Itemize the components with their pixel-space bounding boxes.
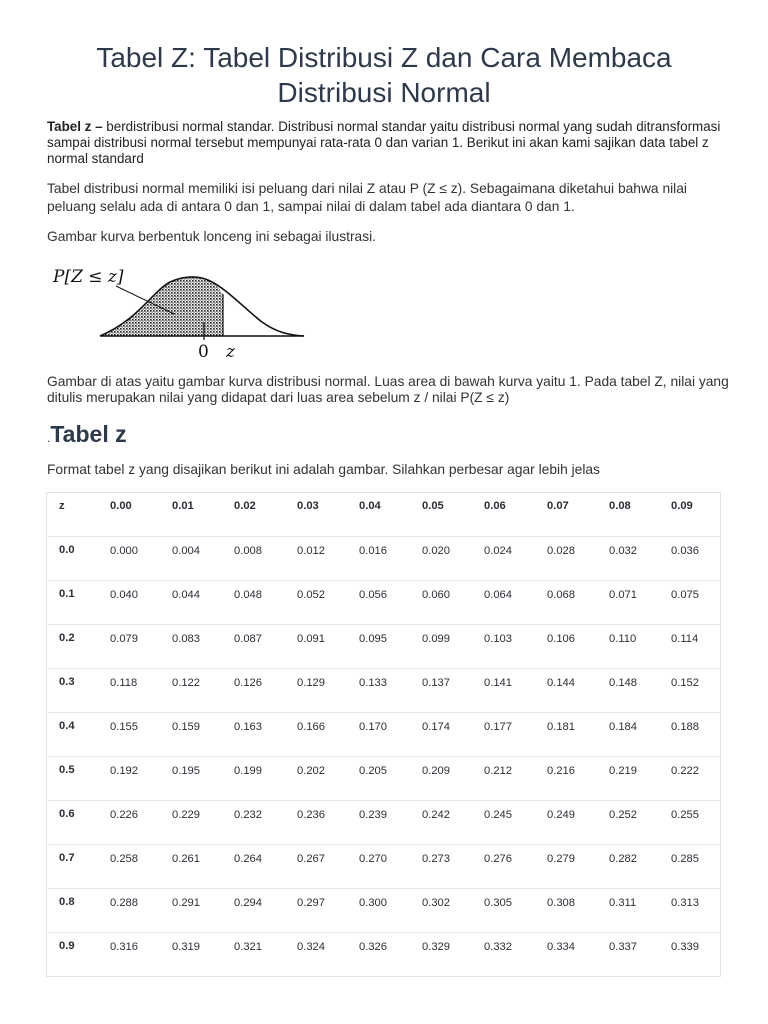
table-cell: 0.016 (359, 545, 387, 557)
intro-paragraph (47, 119, 737, 167)
zero-label: 0 (198, 342, 209, 362)
table-cell: 0.170 (359, 721, 387, 733)
table-cell: 0.083 (172, 633, 200, 645)
table-cell: 0.091 (297, 633, 325, 645)
table-row (47, 757, 720, 801)
z-table (46, 492, 721, 977)
z-row-label: 0.6 (59, 808, 75, 820)
table-cell: 0.141 (484, 677, 512, 689)
table-cell: 0.071 (609, 589, 637, 601)
table-cell: 0.258 (110, 853, 138, 865)
table-cell: 0.279 (547, 853, 575, 865)
table-cell: 0.291 (172, 897, 200, 909)
table-cell: 0.068 (547, 589, 575, 601)
table-cell: 0.308 (547, 897, 575, 909)
table-cell: 0.163 (234, 721, 262, 733)
table-row (47, 801, 720, 845)
table-cell: 0.004 (172, 545, 200, 557)
probability-paragraph: Tabel distribusi normal memiliki isi peluang dari nilai Z atau P (Z ≤ z). Sebagaimana diketahui bahwa nilai peluang selalu ada di antara 0 dan 1, sampai nilai di dalam tabel ada diantara 0 dan 1. (47, 181, 687, 214)
table-cell: 0.282 (609, 853, 637, 865)
table-cell: 0.192 (110, 765, 138, 777)
table-cell: 0.028 (547, 545, 575, 557)
table-cell: 0.060 (422, 589, 450, 601)
table-cell: 0.332 (484, 941, 512, 953)
table-cell: 0.129 (297, 677, 325, 689)
table-cell: 0.264 (234, 853, 262, 865)
table-header-cell: 0.06 (484, 500, 506, 512)
table-cell: 0.118 (110, 677, 138, 689)
table-cell: 0.188 (671, 721, 699, 733)
z-row-label: 0.3 (59, 676, 75, 688)
table-cell: 0.329 (422, 941, 450, 953)
table-cell: 0.133 (359, 677, 387, 689)
intro-bold-term: Tabel z – (47, 119, 103, 134)
heading-text: Tabel z (50, 421, 127, 447)
table-header-cell: 0.08 (609, 500, 631, 512)
table-header-cell: 0.07 (547, 500, 569, 512)
table-cell: 0.302 (422, 897, 450, 909)
table-cell: 0.103 (484, 633, 512, 645)
table-cell: 0.056 (359, 589, 387, 601)
table-cell: 0.144 (547, 677, 575, 689)
heading-dot: . (47, 431, 51, 445)
z-row-label: 0.9 (59, 940, 75, 952)
section-heading (47, 421, 127, 448)
table-row (47, 581, 720, 625)
table-cell: 0.177 (484, 721, 512, 733)
table-header-cell: 0.03 (297, 500, 319, 512)
table-cell: 0.126 (234, 677, 262, 689)
table-row (47, 537, 720, 581)
table-cell: 0.242 (422, 809, 450, 821)
table-row (47, 625, 720, 669)
table-cell: 0.285 (671, 853, 699, 865)
table-cell: 0.166 (297, 721, 325, 733)
table-cell: 0.324 (297, 941, 325, 953)
table-cell: 0.184 (609, 721, 637, 733)
table-header-cell: 0.04 (359, 500, 381, 512)
table-cell: 0.020 (422, 545, 450, 557)
table-cell: 0.095 (359, 633, 387, 645)
table-cell: 0.106 (547, 633, 575, 645)
table-cell: 0.222 (671, 765, 699, 777)
table-cell: 0.226 (110, 809, 138, 821)
table-row (47, 713, 720, 757)
table-row (47, 889, 720, 933)
z-row-label: 0.1 (59, 588, 75, 600)
table-cell: 0.267 (297, 853, 325, 865)
table-cell: 0.276 (484, 853, 512, 865)
curve-explanation: Gambar di atas yaitu gambar kurva distribusi normal. Luas area di bawah kurva yaitu 1. Pada tabel Z, nilai yang ditulis merupakan nilai yang didapat dari luas area sebelum z / nilai P(Z ≤ z) (47, 374, 729, 405)
table-cell: 0.174 (422, 721, 450, 733)
table-cell: 0.334 (547, 941, 575, 953)
table-cell: 0.079 (110, 633, 138, 645)
table-cell: 0.159 (172, 721, 200, 733)
table-cell: 0.294 (234, 897, 262, 909)
table-cell: 0.255 (671, 809, 699, 821)
table-cell: 0.229 (172, 809, 200, 821)
table-cell: 0.313 (671, 897, 699, 909)
table-cell: 0.236 (297, 809, 325, 821)
table-cell: 0.261 (172, 853, 200, 865)
table-cell: 0.219 (609, 765, 637, 777)
table-cell: 0.032 (609, 545, 637, 557)
bell-curve-figure (48, 262, 310, 362)
table-cell: 0.048 (234, 589, 262, 601)
table-row (47, 669, 720, 713)
table-cell: 0.305 (484, 897, 512, 909)
table-cell: 0.012 (297, 545, 325, 557)
table-cell: 0.000 (110, 545, 138, 557)
table-cell: 0.216 (547, 765, 575, 777)
table-cell: 0.064 (484, 589, 512, 601)
table-cell: 0.337 (609, 941, 637, 953)
table-note: Format tabel z yang disajikan berikut ini adalah gambar. Silahkan perbesar agar lebih jelas (47, 462, 600, 477)
table-cell: 0.245 (484, 809, 512, 821)
table-header-cell: 0.02 (234, 500, 256, 512)
table-cell: 0.114 (671, 633, 699, 645)
table-header-cell: z (59, 500, 65, 512)
table-cell: 0.319 (172, 941, 200, 953)
illustration-caption: Gambar kurva berbentuk lonceng ini sebagai ilustrasi. (47, 229, 377, 244)
table-cell: 0.252 (609, 809, 637, 821)
table-cell: 0.099 (422, 633, 450, 645)
table-header-cell: 0.01 (172, 500, 194, 512)
intro-text: berdistribusi normal standar. Distribusi normal standar yaitu distribusi normal yang sudah ditransformasi sampai distribusi normal tersebut mempunyai rata-rata 0 dan varian 1. Berikut ini akan kami sajikan data tabel z normal standard (47, 119, 721, 166)
table-cell: 0.239 (359, 809, 387, 821)
table-cell: 0.008 (234, 545, 262, 557)
table-cell: 0.044 (172, 589, 200, 601)
table-cell: 0.249 (547, 809, 575, 821)
z-row-label: 0.4 (59, 720, 75, 732)
z-row-label: 0.8 (59, 896, 75, 908)
table-cell: 0.288 (110, 897, 138, 909)
table-cell: 0.075 (671, 589, 699, 601)
table-cell: 0.205 (359, 765, 387, 777)
table-cell: 0.199 (234, 765, 262, 777)
z-row-label: 0.0 (59, 544, 75, 556)
table-cell: 0.137 (422, 677, 450, 689)
table-cell: 0.122 (172, 677, 200, 689)
probability-label: P[Z ≤ z] (53, 267, 124, 287)
table-cell: 0.040 (110, 589, 138, 601)
table-header-row (47, 493, 720, 537)
z-row-label: 0.2 (59, 632, 75, 644)
table-cell: 0.024 (484, 545, 512, 557)
table-cell: 0.339 (671, 941, 699, 953)
table-cell: 0.326 (359, 941, 387, 953)
table-header-cell: 0.05 (422, 500, 444, 512)
table-cell: 0.311 (609, 897, 637, 909)
table-cell: 0.300 (359, 897, 387, 909)
table-row (47, 845, 720, 889)
z-row-label: 0.7 (59, 852, 75, 864)
table-cell: 0.232 (234, 809, 262, 821)
table-header-cell: 0.00 (110, 500, 132, 512)
table-cell: 0.316 (110, 941, 138, 953)
table-cell: 0.110 (609, 633, 637, 645)
z-label: z (226, 342, 235, 362)
table-header-cell: 0.09 (671, 500, 693, 512)
table-cell: 0.212 (484, 765, 512, 777)
table-cell: 0.270 (359, 853, 387, 865)
table-cell: 0.036 (671, 545, 699, 557)
table-cell: 0.195 (172, 765, 200, 777)
table-cell: 0.152 (671, 677, 699, 689)
table-cell: 0.155 (110, 721, 138, 733)
table-row (47, 933, 720, 977)
page-title: Tabel Z: Tabel Distribusi Z dan Cara Membaca Distribusi Normal (96, 42, 672, 108)
table-cell: 0.209 (422, 765, 450, 777)
z-row-label: 0.5 (59, 764, 75, 776)
table-cell: 0.297 (297, 897, 325, 909)
table-cell: 0.321 (234, 941, 262, 953)
table-cell: 0.202 (297, 765, 325, 777)
table-cell: 0.181 (547, 721, 575, 733)
table-cell: 0.087 (234, 633, 262, 645)
table-cell: 0.052 (297, 589, 325, 601)
table-cell: 0.273 (422, 853, 450, 865)
table-cell: 0.148 (609, 677, 637, 689)
